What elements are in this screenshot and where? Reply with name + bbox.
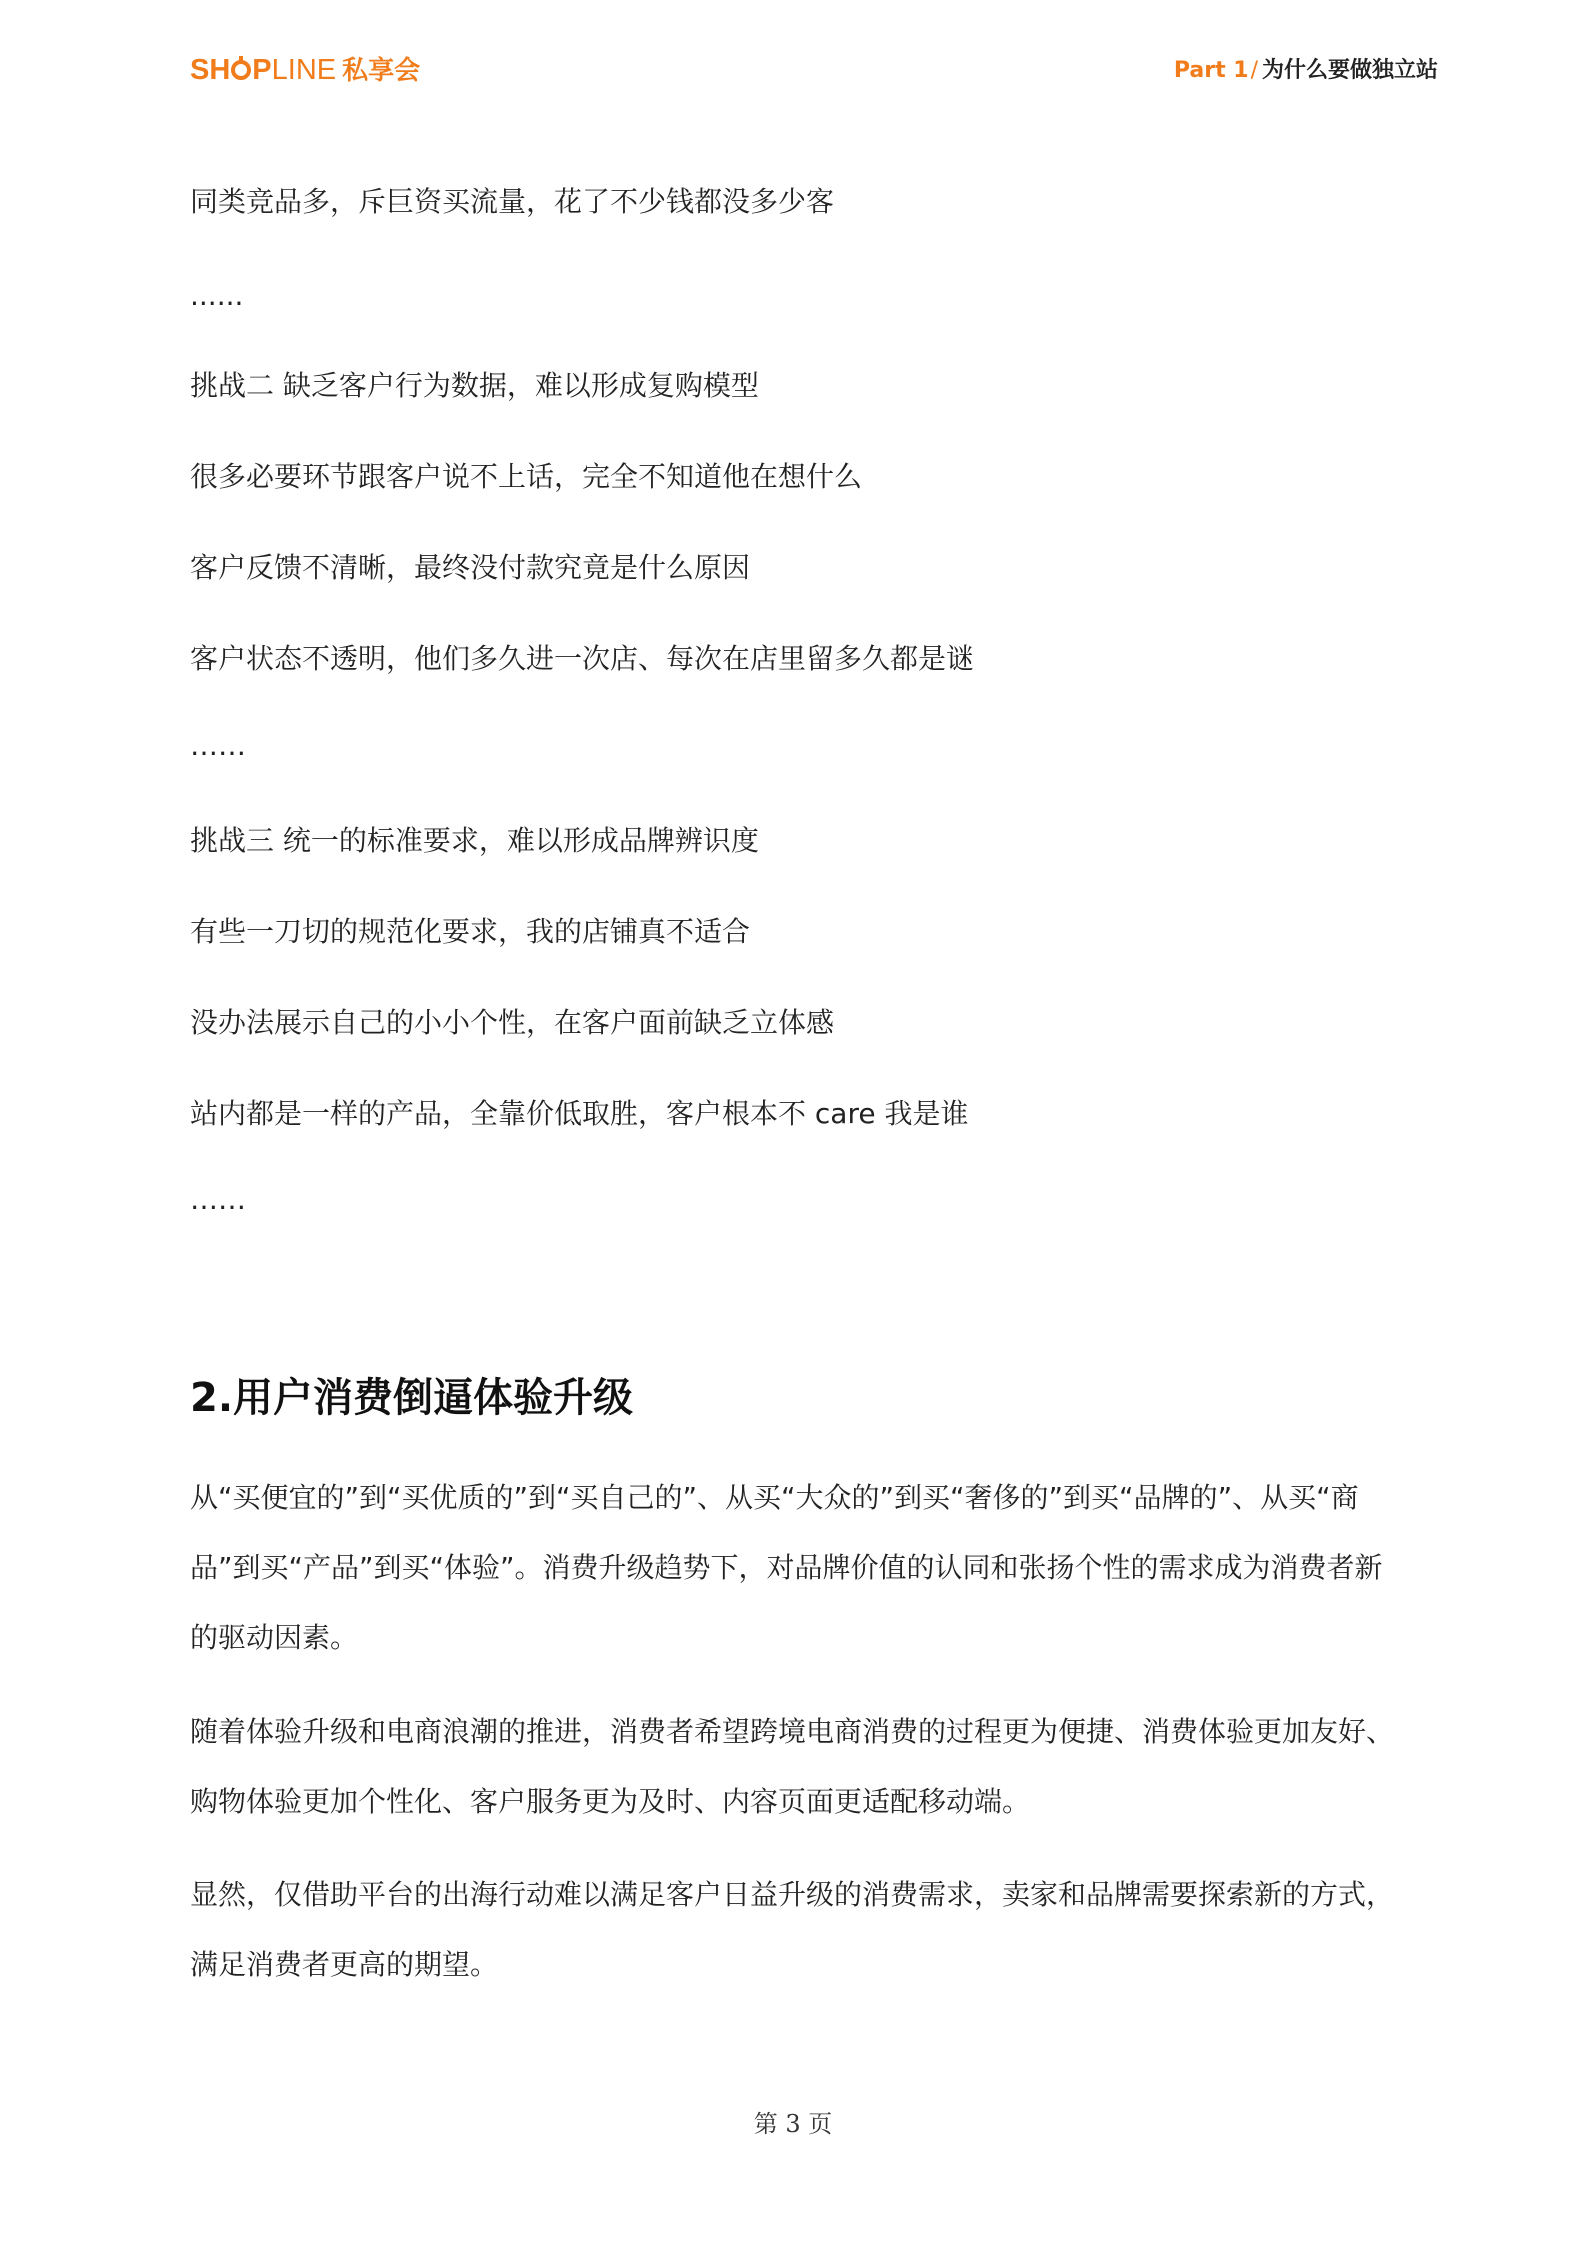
text-line: 很多必要环节跟客户说不上话，完全不知道他在想什么 xyxy=(190,460,863,493)
text-line: 没办法展示自己的小小个性，在客户面前缺乏立体感 xyxy=(190,1006,835,1039)
brand-cn-text: 私享会 xyxy=(342,56,421,86)
paragraph-conclusion: 显然，仅借助平台的出海行动难以满足客户日益升级的消费需求，卖家和品牌需要探索新的方式，满足消费者更高的期望。 xyxy=(190,1878,1395,1981)
part-indicator xyxy=(1174,60,1438,82)
part-title: 为什么要做独立站 xyxy=(1261,58,1438,83)
part-slash: / xyxy=(1250,58,1258,83)
text-line: 客户状态不透明，他们多久进一次店、每次在店里留多久都是谜 xyxy=(190,642,975,675)
power-o-icon xyxy=(231,60,251,80)
challenge-three-title: 挑战三 统一的标准要求，难以形成品牌辨识度 xyxy=(190,824,759,857)
text-line: 站内都是一样的产品，全靠价低取胜，客户根本不 care 我是谁 xyxy=(190,1097,969,1130)
ellipsis-line: …… xyxy=(190,729,246,762)
brand-line-text: LINE xyxy=(271,54,337,86)
text-line: 客户反馈不清晰，最终没付款究竟是什么原因 xyxy=(190,551,751,584)
page-header xyxy=(190,52,1438,102)
ellipsis-line: ...... xyxy=(190,279,244,312)
paragraph-experience-upgrade: 随着体验升级和电商浪潮的推进，消费者希望跨境电商消费的过程更为便捷、消费体验更加友好、购物体验更加个性化、客户服务更为及时、内容页面更适配移动端。 xyxy=(190,1715,1395,1818)
brand-shop-text: SH xyxy=(190,54,231,86)
shopline-logo xyxy=(190,56,420,85)
part-number: Part 1 xyxy=(1173,58,1249,83)
section-heading: 2.用户消费倒逼体验升级 xyxy=(190,1375,634,1421)
paragraph-consumption-upgrade: 从“买便宜的”到“买优质的”到“买自己的”、从买“大众的”到买“奢侈的”到买“品牌的”、从买“商品”到买“产品”到买“体验”。消费升级趋势下，对品牌价值的认同和张扬个性的需求成为消费者新的驱动因素。 xyxy=(190,1481,1383,1654)
ellipsis-line: …… xyxy=(190,1183,246,1216)
page-number: 第 3 页 xyxy=(753,2110,833,2138)
text-line: 有些一刀切的规范化要求，我的店铺真不适合 xyxy=(190,915,751,948)
text-line: 同类竞品多，斥巨资买流量，花了不少钱都没多少客 xyxy=(190,185,835,218)
brand-p-text: P xyxy=(252,54,272,86)
challenge-two-title: 挑战二 缺乏客户行为数据，难以形成复购模型 xyxy=(190,369,759,402)
